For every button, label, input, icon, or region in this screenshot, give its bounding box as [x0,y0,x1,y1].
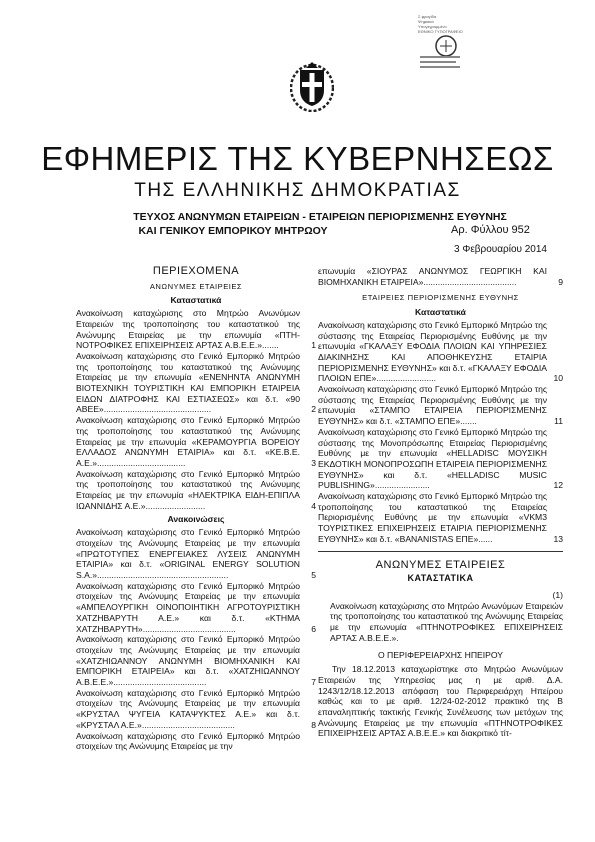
toc-entry[interactable]: Ανακοίνωση καταχώρισης στο Γενικό Εμπορικό Μητρώο στοιχείων της Ανώνυμης Εταιρείας με την επωνυμία «ΧΑΤΖΗΙΩΑΝΝΟΥ ΑΝΩΝΥΜΗ ΒΙΟΜΗΧΑΝΙΚΗ ΚΑΙ ΕΜΠΟΡΙΚΗ ΕΤΑΙΡΕΙΑ» και δ.τ. «ΧΑΤΖΗΙΩΑΝΝΟΥ Α.Β.Ε.Ε.»....................................... 7 [76,634,316,688]
toc-entry[interactable]: Ανακοίνωση καταχώρισης στο Γενικό Εμπορικό Μητρώο στοιχείων της Ανώνυμης Εταιρείας με την [76,730,300,752]
toc-right-column [318,266,563,739]
seal-text: Σ φραγίδα Ψηφιακά Υπογεγραμμένο ΕΘΝΙΚΟ ΤΥΠΟΓΡΑΦΕΙΟ [418,14,463,34]
toc-entry[interactable]: Ανακοίνωση καταχώρισης στο Γενικό Εμπορικό Μητρώο της σύστασης της Μονοπρόσωπης Εταιρείας Περιορισμένης Ευθύνης με την επωνυμία «HELLADISC ΜΟΥΣΙΚΗ ΕΚΔΟΤΙΚΗ ΜΟΝΟΠΡΟΣΩΠΗ ΕΤΑΙΡΕΙΑ ΠΕΡΙΟΡΙΣΜΕΝΗΣ ΕΥΘΥΝΗΣ» και δ.τ. «HELLADISC MUSIC PUBLISHING»....................... 12 [318,426,563,491]
digital-signature-seal [418,14,468,84]
seal-icon [418,34,468,74]
divider [318,551,563,552]
toc-title: ΠΕΡΙΕΧΟΜΕΝΑ [152,265,240,277]
toc-entry[interactable]: Ανακοίνωση καταχώρισης στο Μητρώο Ανωνύμων Εταιρειών της τροποποίησης του καταστατικού της Ανώνυμης Εταιρείας με την επωνυμία «ΠΤΗ-ΝΟΤΡΟΦΙΚΕΣ ΕΠΙΧΕΙΡΗΣΕΙΣ ΑΡΤΑΣ Α.Β.Ε.Ε.»....... 1 [76,308,316,351]
body-section-title: ΑΝΩΝΥΜΕΣ ΕΤΑΙΡΕΙΕΣ [375,558,506,571]
toc-section-epe: ΕΤΑΙΡΕΙΕΣ ΠΕΡΙΟΡΙΣΜΕΝΗΣ ΕΥΘΥΝΗΣ [362,293,519,303]
issue-type-line2: ΚΑΙ ΓΕΝΙΚΟΥ ΕΜΠΟΡΙΚΟΥ ΜΗΤΡΩΟΥ [138,225,328,237]
issue-type-line1: ΤΕΥΧΟΣ ΑΝΩΝΥΜΩΝ ΕΤΑΙΡΕΙΩΝ - ΕΤΑΙΡΕΙΩΝ ΠΕΡΙΟΡΙΣΜΕΝΗΣ ΕΥΘΥΝΗΣ [133,211,507,223]
toc-entry[interactable]: Ανακοίνωση καταχώρισης στο Γενικό Εμπορικό Μητρώο της τροποποίησης του καταστατικού της Ανώνυμης Εταιρείας με την επωνυμία «ΗΛΕΚΤΡΙΚΑ ΕΙΔΗ-ΕΠΙΠΛΑ ΙΩΑΝΝΙΔΗΣ Α.Ε.»......................... 4 [76,468,316,511]
issue-date: 3 Φεβρουαρίου 2014 [454,244,547,255]
coat-of-arms-emblem [290,60,334,112]
toc-section-ae: ΑΝΩΝΥΜΕΣ ΕΤΑΙΡΕΙΕΣ [149,281,243,291]
toc-sub-anakoinoseis: Ανακοινώσεις [167,514,225,525]
toc-left-column [76,266,316,752]
toc-entry[interactable]: επωνυμία «ΣΙΟΥΡΑΣ ΑΝΩΝΥΜΟΣ ΓΕΩΡΓΙΚΗ ΚΑΙ ΒΙΟΜΗΧΑΝΙΚΗ ΕΤΑΙΡΕΙΑ»....................................... 9 [318,266,563,287]
toc-sub-katastatika: Καταστατικά [170,295,222,306]
gazette-subtitle: ΤΗΣ ΕΛΛΗΝΙΚΗΣ ΔΗΜΟΚΡΑΤΙΑΣ [134,180,461,201]
sheet-number: Αρ. Φύλλου 952 [451,224,530,236]
gazette-title: ΕΦΗΜΕΡΙΣ ΤΗΣ ΚΥΒΕΡΝΗΣΕΩΣ [41,140,554,177]
authority-heading: Ο ΠΕΡΙΦΕΡΕΙΑΡΧΗΣ ΗΠΕΙΡΟΥ [377,649,504,660]
item-heading: Ανακοίνωση καταχώρισης στο Μητρώο Ανωνύμων Εταιρειών της τροποποίησης του καταστατικού της Ανώνυμης Εταιρείας με την επωνυμία «ΠΤΗΝΟΤΡΟΦΙΚΕΣ ΕΠΙΧΕΙΡΗΣΕΙΣ ΑΡΤΑΣ Α.Β.Ε.Ε.». [330,600,563,643]
toc-entry[interactable]: Ανακοίνωση καταχώρισης στο Γενικό Εμπορικό Μητρώο στοιχείων της Ανώνυμης Εταιρείας με την επωνυμία «ΠΡΩΤΟΤΥΠΕΣ ΕΝΕΡΓΕΙΑΚΕΣ ΛΥΣΕΙΣ ΑΝΩΝΥΜΗ ΕΤΑΙΡΙΑ» και δ.τ. «ORIGINAL ENERGY SOLUTION S.A.»....................................................... 5 [76,527,316,580]
toc-entry[interactable]: Ανακοίνωση καταχώρισης στο Γενικό Εμπορικό Μητρώο στοιχείων της Ανώνυμης Εταιρείας με την επωνυμία «ΑΜΠΕΛΟΥΡΓΙΚΗ ΟΙΝΟΠΟΙΗΤΙΚΗ ΑΓΡΟΤΟΥΡΙΣΤΙΚΗ ΧΑΤΖΗΒΑΡΥΤΗ Α.Ε.» και δ.τ. «ΚΤΗΜΑ ΧΑΤΖΗΒΑΡΥΤΗ»....................................... 6 [76,580,316,634]
toc-entry[interactable]: Ανακοίνωση καταχώρισης στο Γενικό Εμπορικό Μητρώο στοιχείων της Ανώνυμης Εταιρείας με την επωνυμία «ΚΡΥΣΤΑΛ ΨΥΓΕΙΑ ΚΑΤΑΨΥΚΤΕΣ Α.Ε.» και δ.τ. «ΚΡΥΣΤΑΛ Α.Ε.»....................................... 8 [76,687,316,730]
body-subsection-title: ΚΑΤΑΣΤΑΤΙΚΑ [407,573,474,584]
toc-entry[interactable]: Ανακοίνωση καταχώρισης στο Γενικό Εμπορικό Μητρώο της τροποποίησης του καταστατικού της Ανώνυμης Εταιρείας με την επωνυμία «ΕΝΕΝΗΝΤΑ ΑΝΩΝΥΜΗ ΒΙΟΤΕΧΝΙΚΗ ΤΟΥΡΙΣΤΙΚΗ ΚΑΙ ΕΜΠΟΡΙΚΗ ΕΤΑΙΡΕΙΑ ΕΙΔΩΝ ΔΙΑΤΡΟΦΗΣ ΚΑΙ ΕΣΤΙΑΣΕΩΣ» και δ.τ. «90 ΑΒΕΕ»............................................. 2 [76,350,316,415]
toc-entry[interactable]: Ανακοίνωση καταχώρισης στο Γενικό Εμπορικό Μητρώο της σύστασης της Εταιρείας Περιορισμένης Ευθύνης με την επωνυμία «ΓΚΑΛΑΞΥ ΕΦΟΔΙΑ ΠΛΟΙΩΝ ΚΑΙ ΥΠΗΡΕΣΙΕΣ ΔΙΑΚΙΝΗΣΗΣ ΚΑΙ ΑΠΟΘΗΚΕΥΣΗΣ ΕΤΑΙΡΙΑ ΠΕΡΙΟΡΙΣΜΕΝΗΣ ΕΥΘΥΝΗΣ» και δ.τ. «ΓΚΑΛΑΞΥ ΕΦΟΔΙΑ ΠΛΟΙΩΝ ΕΠΕ»......................... 10 [318,319,563,384]
toc-entry[interactable]: Ανακοίνωση καταχώρισης στο Γενικό Εμπορικό Μητρώο της σύστασης της Εταιρείας Περιορισμένης Ευθύνης με την επωνυμία «ΣΤΑΜΠΟ ΕΤΑΙΡΕΙΑ ΠΕΡΙΟΡΙΣΜΕΝΗΣ ΕΥΘΥΝΗΣ» και δ.τ. «ΣΤΑΜΠΟ ΕΠΕ»....... 11 [318,384,563,427]
toc-entry[interactable]: Ανακοίνωση καταχώρισης στο Γενικό Εμπορικό Μητρώο της τροποποίησης του καταστατικού της Εταιρείας Περιορισμένης Ευθύνης με την επωνυμία «VKM3 ΤΟΥΡΙΣΤΙΚΕΣ ΕΠΙΧΕΙΡΗΣΕΙΣ ΕΤΑΙΡΙΑ ΠΕΡΙΟΡΙΣΜΕΝΗΣ ΕΥΘΥΝΗΣ» και δ.τ. «BANANISTAS ΕΠΕ»...... 13 [318,491,563,544]
toc-entry[interactable]: Ανακοίνωση καταχώρισης στο Γενικό Εμπορικό Μητρώο της τροποποίησης του καταστατικού της Ανώνυμης Εταιρείας με την επωνυμία «ΚΕΡΑΜΟΥΡΓΙΑ ΒΟΡΕΙΟΥ ΕΛΛΑΔΟΣ ΑΝΩΝΥΜΗ ΕΤΑΙΡΙΑ» και δ.τ. «ΚΕ.Β.Ε. Α.Ε.»..................................... 3 [76,415,316,468]
toc-sub-katastatika-epe: Καταστατικά [415,307,466,318]
body-paragraph: Την 18.12.2013 καταχωρίστηκε στο Μητρώο Ανωνύμων Εταιρειών της Υπηρεσίας μας η με αριθ. Δ.Α. 1243/12/18.12.2013 απόφαση του Περιφερειάρχη Ηπείρου καθώς και το με αριθ. 12/24-02-2012 πρακτικό της Β επαναληπτικής τακτικής Γενικής Συνέλευσης των μετόχων της Ανώνυμης Εταιρείας με την επωνυμία «ΠΤΗΝΟΤΡΟΦΙΚΕΣ ΕΠΙΧΕΙΡΗΣΕΙΣ ΑΡΤΑΣ Α.Β.Ε.Ε.» και διακριτικό τίτ- [318,664,563,739]
item-number: (1) [552,589,563,600]
